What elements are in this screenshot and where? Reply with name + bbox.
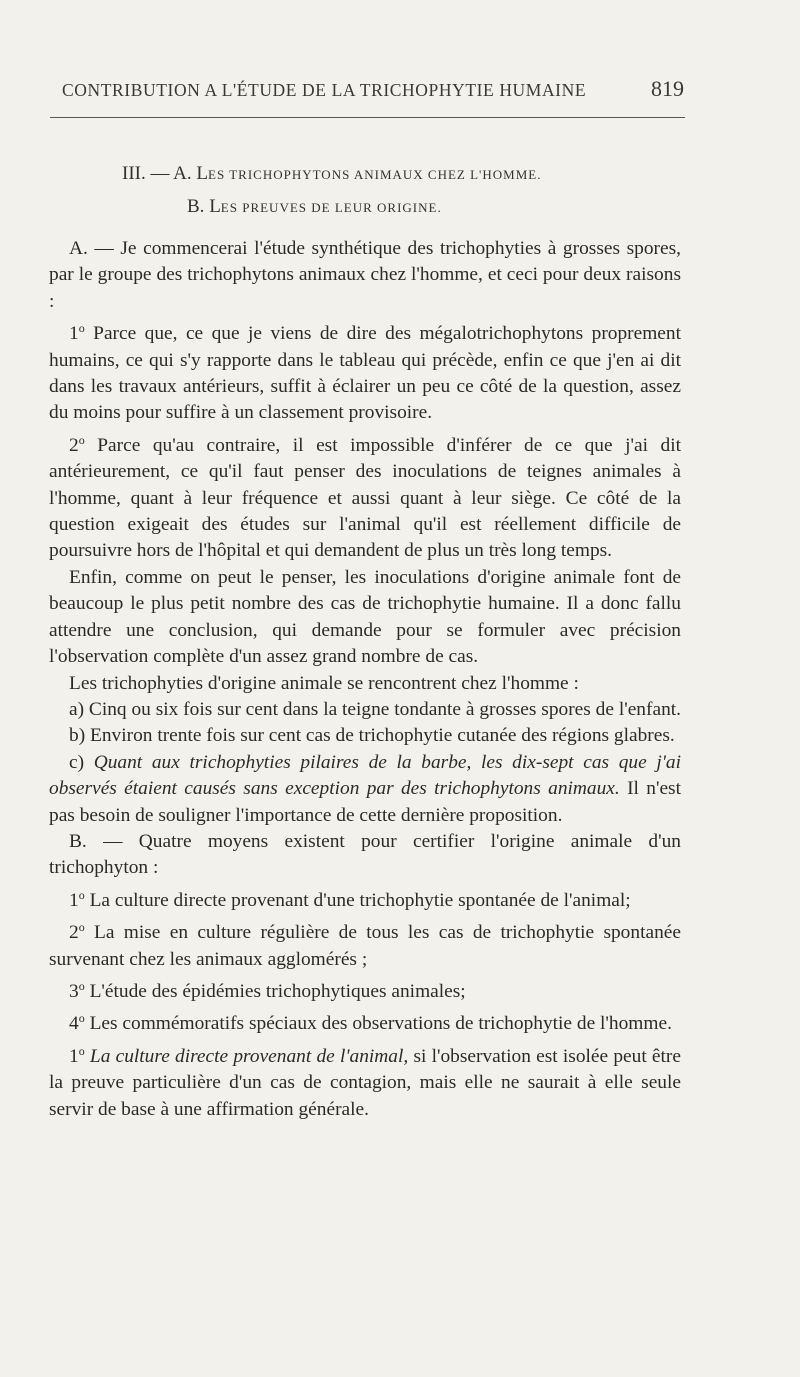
paragraph: 1$^o$ La culture directe provenant d'une trichophytie spontanée de l'animal; xyxy=(69,887,631,911)
body-text xyxy=(49,236,681,1123)
paragraph: Enfin, comme on peut le penser, les inoculations d'origine animale font de beaucoup le plus petit nombre des cas de trichophytie humaine. Il a donc fallu attendre une conclusion, qui demande pour se formuler avec précision l'observation complète d'un assez grand nombre de cas. xyxy=(49,566,681,668)
paragraph: c) Quant aux trichophyties pilaires de la barbe, les dix-sept cas que j'ai observés étaient causés sans exception par des trichophytons animaux. Il n'est pas besoin de souligner l'importance de cette dernière proposition. xyxy=(49,751,681,826)
paragraph: 2$^o$ La mise en culture régulière de tous les cas de trichophytie spontanée survenant chez les animaux agglomérés ; xyxy=(49,920,681,970)
paragraph: A. — Je commencerai l'étude synthétique des trichophyties à grosses spores, par le groupe des trichophytons animaux chez l'homme, et ceci pour deux raisons : xyxy=(49,238,681,312)
paragraph: 1$^o$ Parce que, ce que je viens de dire des mégalotrichophytons proprement humains, ce qui s'y rapporte dans le tableau qui précède, enfin ce que j'en ai dit dans les travaux antérieurs, suffit à éclairer un peu ce côté de la question, assez du moins pour suffire à un classement provisoire. xyxy=(49,321,681,424)
paragraph: Les trichophyties d'origine animale se rencontrent chez l'homme : xyxy=(69,672,579,694)
running-title: CONTRIBUTION A L'ÉTUDE DE LA TRICHOPHYTIE HUMAINE xyxy=(62,80,587,100)
section-heading-a: III. — A. LES TRICHOPHYTONS ANIMAUX CHEZ L'HOMME. xyxy=(122,163,542,184)
section-heading-b: B. LES PREUVES DE LEUR ORIGINE. xyxy=(187,196,442,217)
paragraph: b) Environ trente fois sur cent cas de trichophytie cutanée des régions glabres. xyxy=(69,725,675,747)
paragraph: 2$^o$ Parce qu'au contraire, il est impossible d'inférer de ce que j'ai dit antérieurement, ce qu'il faut penser des inoculations de teignes animales à l'homme, quant à leur fréquence et aussi quant à leur siège. Ce côté de la question exigeait des études sur l'animal qu'il est réellement difficile de poursuivre hors de l'hôpital et qui demandent de plus un très long temps. xyxy=(49,432,681,562)
paragraph: B. — Quatre moyens existent pour certifier l'origine animale d'un trichophyton : xyxy=(49,830,681,879)
paragraph: 3$^o$ L'étude des épidémies trichophytiques animales; xyxy=(69,978,466,1002)
header-rule xyxy=(50,117,685,118)
page-number: 819 xyxy=(651,76,684,101)
paragraph: 4$^o$ Les commémoratifs spéciaux des observations de trichophytie de l'homme. xyxy=(69,1011,672,1035)
paragraph: a) Cinq ou six fois sur cent dans la teigne tondante à grosses spores de l'enfant. xyxy=(69,698,681,720)
paragraph: 1$^o$ La culture directe provenant de l'animal, si l'observation est isolée peut être la preuve particulière d'un cas de contagion, mais elle ne saurait à elle seule servir de base à une affirmation générale. xyxy=(49,1043,681,1120)
running-head xyxy=(62,76,684,102)
